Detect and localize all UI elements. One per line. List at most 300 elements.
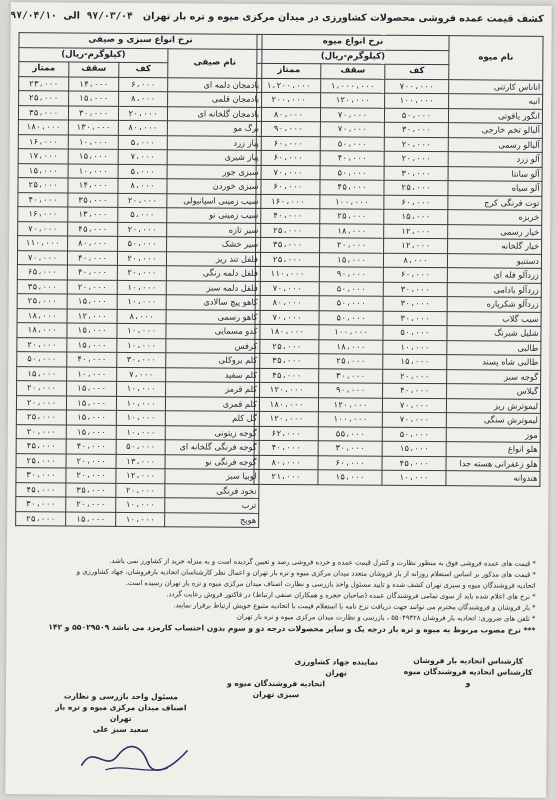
ceiling-price-cell: ۱۰،۰۰۰ <box>68 164 118 179</box>
fruit-col-name: نام میوه <box>449 36 543 80</box>
ceiling-price-cell: ۶۰،۰۰۰ <box>318 455 382 470</box>
item-name-cell: آلو زرد <box>448 152 542 167</box>
floor-price-cell: ۱۰،۰۰۰ <box>117 381 166 396</box>
best-price-cell: ۴۵،۰۰۰ <box>16 439 66 454</box>
floor-price-cell: ۲۰،۰۰۰ <box>118 222 167 237</box>
veg-group-header: نرخ انواع سبزی و صیفی <box>19 33 262 49</box>
item-name-cell: گوجه سبز <box>447 369 541 384</box>
table-row <box>256 237 542 253</box>
ceiling-price-cell: ۳۰،۰۰۰ <box>68 106 118 121</box>
floor-price-cell: ۱۲،۰۰۰ <box>116 468 165 483</box>
ceiling-price-cell: ۹۰،۰۰۰ <box>319 383 383 398</box>
document-page <box>5 2 552 798</box>
ceiling-price-cell: ۴۰،۰۰۰ <box>66 439 116 454</box>
table-row <box>16 395 259 411</box>
item-name-cell: زردآلو بادامی <box>447 282 541 297</box>
floor-price-cell: ۷۰۰،۰۰۰ <box>385 79 449 94</box>
floor-price-cell: ۲۰،۰۰۰ <box>384 151 448 166</box>
best-price-cell: ۲۰،۰۰۰ <box>16 424 66 439</box>
floor-price-cell: ۸،۰۰۰ <box>117 309 166 324</box>
ceiling-price-cell: ۱۰۰،۰۰۰ <box>320 194 384 209</box>
best-price-cell: ۱۸،۰۰۰ <box>17 308 67 323</box>
item-name-cell: زردآلو شکرپاره <box>447 297 541 312</box>
best-price-cell: ۸۰،۰۰۰ <box>254 455 318 470</box>
item-name-cell: لیموترش ریز <box>446 398 540 413</box>
floor-price-cell: ۵،۰۰۰ <box>118 164 167 179</box>
note-line: * تلفن های ضروری: اتحادیه بار فروشان ۵۵۰۴۹۴۲۸ ، بازرسی و نظارت میدان مرکزی میوه و تره بار تهران <box>236 612 536 623</box>
floor-price-cell: ۲۵،۰۰۰ <box>384 180 448 195</box>
table-row <box>256 121 542 137</box>
best-price-cell: ۱۲۰،۰۰۰ <box>254 411 318 426</box>
table-row <box>254 411 540 427</box>
ceiling-price-cell: ۱۲۰،۰۰۰ <box>318 397 382 412</box>
ceiling-price-cell: ۱۰۰،۰۰۰ <box>319 325 383 340</box>
best-price-cell: ۲۵،۰۰۰ <box>255 339 319 354</box>
table-row <box>255 266 541 282</box>
signature-block-inspection <box>46 690 196 735</box>
floor-price-cell: ۲۰،۰۰۰ <box>116 483 165 498</box>
signature-line: اتحادیه فروشندگان میوه و <box>227 678 326 689</box>
date-to: ۹۷/۰۴/۱۰ <box>10 10 57 22</box>
floor-price-cell: ۱۵،۰۰۰ <box>382 441 446 456</box>
item-name-cell: کاهو رسمی <box>166 309 260 324</box>
table-row <box>255 295 541 311</box>
floor-price-cell: ۱۰،۰۰۰ <box>383 340 447 355</box>
table-row <box>18 163 261 179</box>
floor-price-cell: ۱۲،۰۰۰ <box>384 224 448 239</box>
ceiling-price-cell: ۴۵،۰۰۰ <box>320 180 384 195</box>
floor-price-cell: ۷۰،۰۰۰ <box>382 412 446 427</box>
table-row <box>254 440 540 456</box>
table-row <box>255 368 541 384</box>
table-row <box>256 194 542 210</box>
ceiling-price-cell: ۵۵،۰۰۰ <box>318 426 382 441</box>
table-row <box>16 439 259 455</box>
floor-price-cell: ۱۰،۰۰۰ <box>116 410 165 425</box>
best-price-cell: ۳۰،۰۰۰ <box>16 468 66 483</box>
item-name-cell: نخود فرنگی <box>165 483 259 498</box>
best-price-cell: ۳۵،۰۰۰ <box>255 353 319 368</box>
floor-price-cell: ۱۰،۰۰۰ <box>117 323 166 338</box>
ceiling-price-cell: ۱۸،۰۰۰ <box>320 223 384 238</box>
item-name-cell: موز <box>446 427 540 442</box>
ceiling-price-cell: ۲۰،۰۰۰ <box>66 454 116 469</box>
signature-line: سبزی تهران <box>252 689 300 700</box>
best-price-cell: ۳۵،۰۰۰ <box>256 237 320 252</box>
table-row <box>254 426 540 442</box>
best-price-cell: ۹۰،۰۰۰ <box>256 121 320 136</box>
item-name-cell: هلو انواع <box>446 442 540 457</box>
ceiling-price-cell: ۱،۰۰۰،۰۰۰ <box>321 78 385 93</box>
floor-price-cell: ۷،۰۰۰ <box>117 367 166 382</box>
floor-price-cell: ۱۰،۰۰۰ <box>116 425 165 440</box>
floor-price-cell: ۵۰،۰۰۰ <box>382 427 446 442</box>
ceiling-price-cell: ۱۵،۰۰۰ <box>66 410 116 425</box>
ceiling-price-cell: ۱۸،۰۰۰ <box>319 339 383 354</box>
signature-line: کارشناس اتحادیه بار فروشان <box>413 655 524 666</box>
table-row <box>18 178 261 194</box>
best-price-cell: ۲۵،۰۰۰ <box>16 453 66 468</box>
ceiling-price-cell: ۵۰،۰۰۰ <box>319 310 383 325</box>
table-row <box>255 310 541 326</box>
ceiling-price-cell: ۲۰،۰۰۰ <box>66 497 116 512</box>
veg-col-best: ممتاز <box>19 62 69 77</box>
table-row <box>17 352 260 368</box>
table-row <box>255 339 541 355</box>
floor-price-cell: ۴۰،۰۰۰ <box>383 383 447 398</box>
signature-line: سعید سبز علی <box>92 724 149 735</box>
best-price-cell: ۱۶،۰۰۰ <box>18 134 68 149</box>
best-price-cell: ۶۰،۰۰۰ <box>256 150 320 165</box>
table-row <box>17 308 260 324</box>
floor-price-cell: ۳۰،۰۰۰ <box>384 122 448 137</box>
document-title <box>10 10 544 25</box>
ceiling-price-cell: ۴۰،۰۰۰ <box>67 352 117 367</box>
ceiling-price-cell: ۳۰،۰۰۰ <box>319 368 383 383</box>
item-name-cell: خربزه <box>448 210 542 225</box>
best-price-cell: ۲۵،۰۰۰ <box>19 91 69 106</box>
item-name-cell: خیار گلخانه <box>448 239 542 254</box>
item-name-cell: سیر تازه <box>167 222 261 237</box>
ceiling-price-cell: ۱۳،۰۰۰ <box>68 207 118 222</box>
note-line: * نرخ های اعلام شده باید از سوی تمامی فروشندگان عمده (صاحبان حجره و همکاران صنفی ارتباط) در فاکتور فروش رعایت گردد. <box>166 590 536 601</box>
ceiling-price-cell: ۱۲۰،۰۰۰ <box>321 93 385 108</box>
item-name-cell: توت فرنگی کرج <box>448 195 542 210</box>
ceiling-price-cell: ۷۰،۰۰۰ <box>320 107 384 122</box>
best-price-cell: ۱۶۰،۰۰۰ <box>256 194 320 209</box>
ceiling-price-cell: ۱۵،۰۰۰ <box>66 396 116 411</box>
table-row <box>19 76 262 92</box>
item-name-cell: پیاز شیری <box>167 150 261 165</box>
table-row <box>256 107 542 123</box>
item-name-cell: سبزی خوردن <box>167 179 261 194</box>
fruit-group-header: نرخ انواع میوه <box>257 34 449 50</box>
ceiling-price-cell: ۵۰،۰۰۰ <box>319 296 383 311</box>
best-price-cell: ۶۵،۰۰۰ <box>17 265 67 280</box>
best-price-cell: ۸۰،۰۰۰ <box>255 295 319 310</box>
table-row <box>16 482 259 498</box>
veg-col-floor: کف <box>119 62 168 77</box>
best-price-cell: ۲۵،۰۰۰ <box>18 178 68 193</box>
fruit-col-floor: کف <box>385 64 449 79</box>
item-name-cell: گل کلم <box>165 411 259 426</box>
item-name-cell: گیلاس <box>447 384 541 399</box>
item-name-cell: سیب زمینی اسپانیولی <box>167 193 261 208</box>
item-name-cell: آلو سانتا <box>448 166 542 181</box>
best-price-cell: ۲۰،۰۰۰ <box>17 381 67 396</box>
best-price-cell: ۲۱،۰۰۰ <box>254 469 318 484</box>
best-price-cell: ۱۵،۰۰۰ <box>18 163 68 178</box>
best-price-cell: ۴۰،۰۰۰ <box>254 440 318 455</box>
floor-price-cell: ۳۰،۰۰۰ <box>384 166 448 181</box>
note-line: * قیمت های عمده فروشی فوق به منظور نظارت و کنترل قیمت عمده و خرده فروشی رصد و تعیین گردیده است و به منزله خرید از کشاورز نمی باشد. <box>109 556 536 568</box>
title-text: کشف قیمت عمده فروشی محصولات کشاورزی در میدان مرکزی میوه و تره بار تهران <box>142 11 544 25</box>
floor-price-cell: ۱۳،۰۰۰ <box>116 454 165 469</box>
floor-price-cell: ۱۰،۰۰۰ <box>116 497 165 512</box>
item-name-cell: کلم قمری <box>165 396 259 411</box>
ceiling-price-cell: ۲۵،۰۰۰ <box>319 354 383 369</box>
table-row <box>255 353 541 369</box>
item-name-cell: کاهو پیچ سالادی <box>166 295 260 310</box>
ceiling-price-cell: ۹۰،۰۰۰ <box>319 267 383 282</box>
veg-col-ceiling: سقف <box>69 62 119 77</box>
table-row <box>18 120 261 136</box>
ceiling-price-cell: ۱۰،۰۰۰ <box>67 367 117 382</box>
floor-price-cell: ۸۰،۰۰۰ <box>118 120 167 135</box>
item-name-cell: طالبی <box>447 340 541 355</box>
table-row <box>17 279 260 295</box>
best-price-cell: ۱۸۰،۰۰۰ <box>254 397 318 412</box>
table-row <box>17 250 260 266</box>
best-price-cell: ۶۲،۰۰۰ <box>254 426 318 441</box>
floor-price-cell: ۱۵،۰۰۰ <box>384 209 448 224</box>
floor-price-cell: ۲۰،۰۰۰ <box>117 265 166 280</box>
table-row <box>17 366 260 382</box>
ceiling-price-cell: ۱۵،۰۰۰ <box>69 91 119 106</box>
floor-price-cell: ۵۰،۰۰۰ <box>384 108 448 123</box>
best-price-cell: ۷۰،۰۰۰ <box>17 250 67 265</box>
best-price-cell: ۱۵،۰۰۰ <box>17 366 67 381</box>
ceiling-price-cell: ۴۰،۰۰۰ <box>67 265 117 280</box>
item-name-cell: آلبالو رسمی <box>448 137 542 152</box>
item-name-cell: فلفل دلمه سبز <box>166 280 260 295</box>
ceiling-price-cell: ۱۵،۰۰۰ <box>68 149 118 164</box>
table-row <box>16 410 259 426</box>
item-name-cell: کرفس <box>166 338 260 353</box>
item-name-cell: سیب گلاب <box>447 311 541 326</box>
floor-price-cell: ۳۰،۰۰۰ <box>383 282 447 297</box>
best-price-cell: ۲۵،۰۰۰ <box>17 294 67 309</box>
handwritten-signature <box>75 738 195 779</box>
ceiling-price-cell: ۷۰،۰۰۰ <box>320 122 384 137</box>
floor-price-cell: ۱۰،۰۰۰ <box>117 294 166 309</box>
floor-price-cell: ۱۵،۰۰۰ <box>383 354 447 369</box>
floor-price-cell: ۴۵،۰۰۰ <box>382 456 446 471</box>
best-price-cell: ۱۸۰،۰۰۰ <box>255 324 319 339</box>
ceiling-price-cell: ۱۴،۰۰۰ <box>68 178 118 193</box>
item-name-cell: سیب زمینی نو <box>167 208 261 223</box>
best-price-cell: ۴۵،۰۰۰ <box>255 368 319 383</box>
signature-block-union-experts <box>403 655 533 689</box>
table-row <box>256 165 542 181</box>
item-name-cell: کدو مسمایی <box>166 324 260 339</box>
item-name-cell: لیموترش سنگی <box>446 413 540 428</box>
floor-price-cell: ۱۰،۰۰۰ <box>117 280 166 295</box>
ceiling-price-cell: ۵۰،۰۰۰ <box>320 136 384 151</box>
floor-price-cell: ۱۰،۰۰۰ <box>117 338 166 353</box>
best-price-cell: ۲۵،۰۰۰ <box>16 410 66 425</box>
table-row <box>16 511 259 527</box>
ceiling-price-cell: ۱۴،۰۰۰ <box>69 77 119 92</box>
table-row <box>17 323 260 339</box>
ceiling-price-cell: ۳۵،۰۰۰ <box>68 193 118 208</box>
floor-price-cell: ۲۰،۰۰۰ <box>384 137 448 152</box>
table-row <box>255 252 541 268</box>
floor-price-cell: ۱۰،۰۰۰ <box>382 470 446 485</box>
best-price-cell: ۶۰،۰۰۰ <box>256 136 320 151</box>
ceiling-price-cell: ۱۳۰،۰۰۰ <box>68 120 118 135</box>
item-name-cell: گوجه زیتونی <box>165 425 259 440</box>
fruit-table-body <box>254 78 543 486</box>
best-price-cell: ۳۰،۰۰۰ <box>16 497 66 512</box>
ceiling-price-cell: ۲۰،۰۰۰ <box>67 280 117 295</box>
table-row <box>17 265 260 281</box>
floor-price-cell: ۷۰،۰۰۰ <box>382 398 446 413</box>
ceiling-price-cell: ۴۵،۰۰۰ <box>68 222 118 237</box>
best-price-cell: ۷۰،۰۰۰ <box>255 281 319 296</box>
best-price-cell: ۷۰،۰۰۰ <box>255 310 319 325</box>
item-name-cell: هندوانه <box>446 471 540 486</box>
ceiling-price-cell: ۱۵،۰۰۰ <box>66 425 116 440</box>
table-row <box>18 105 261 121</box>
item-name-cell: کلم سفید <box>166 367 260 382</box>
item-name-cell: خیار رسمی <box>448 224 542 239</box>
table-row <box>254 469 540 485</box>
ceiling-price-cell: ۸۰،۰۰۰ <box>68 236 118 251</box>
ceiling-price-cell: ۳۰،۰۰۰ <box>318 441 382 456</box>
best-price-cell: ۲۳،۰۰۰ <box>19 76 69 91</box>
ceiling-price-cell: ۱۰،۰۰۰ <box>68 135 118 150</box>
item-name-cell: فلفل دلمه رنگی <box>166 266 260 281</box>
item-name-cell: لوبیا سبز <box>165 469 259 484</box>
veg-unit: (کیلوگرم-ریال) <box>19 47 168 63</box>
table-row <box>17 337 260 353</box>
best-price-cell: ۲۵،۰۰۰ <box>256 223 320 238</box>
item-name-cell: کلم بروکلی <box>166 353 260 368</box>
item-name-cell: ترب <box>165 498 259 513</box>
fruit-col-best: ممتاز <box>257 63 321 78</box>
note-line: * بار فروشان و فروشندگان محترم می توانند جهت دریافت نرخ نامه با استعلام قیمت با اتحادیه متبوع خویش ارتباط برقرار نمایند. <box>173 601 536 612</box>
fruit-price-table <box>253 34 543 486</box>
item-name-cell: سیر خشک <box>167 237 261 252</box>
item-name-cell: آلبالو تخم خارجی <box>448 123 542 138</box>
floor-price-cell: ۷،۰۰۰ <box>118 149 167 164</box>
ceiling-price-cell: ۲۵،۰۰۰ <box>320 209 384 224</box>
item-name-cell: بادمجان قلمی <box>168 92 262 107</box>
table-row <box>257 92 543 108</box>
item-name-cell: سبزی جور <box>167 164 261 179</box>
table-row <box>18 236 261 252</box>
item-name-cell: فلفل تند ریز <box>166 251 260 266</box>
best-price-cell: ۴۰،۰۰۰ <box>256 208 320 223</box>
vegetable-price-table <box>15 32 262 528</box>
best-price-cell: ۲۰،۰۰۰ <box>17 337 67 352</box>
best-price-cell: ۴۰،۰۰۰ <box>18 192 68 207</box>
ceiling-price-cell: ۱۵،۰۰۰ <box>67 294 117 309</box>
item-name-cell: آلو سیاه <box>448 181 542 196</box>
best-price-cell: ۳۵،۰۰۰ <box>17 279 67 294</box>
table-row <box>254 397 540 413</box>
best-price-cell: ۴۵،۰۰۰ <box>16 482 66 497</box>
to-word: الی <box>63 10 80 22</box>
best-price-cell: ۱۸۰،۰۰۰ <box>18 120 68 135</box>
best-price-cell: ۱۱۰،۰۰۰ <box>255 266 319 281</box>
ceiling-price-cell: ۵۰،۰۰۰ <box>320 165 384 180</box>
item-name-cell: برگ مو <box>167 121 261 136</box>
item-name-cell: پیاز زرد <box>167 135 261 150</box>
ceiling-price-cell: ۴۰،۰۰۰ <box>67 251 117 266</box>
ceiling-price-cell: ۱۲،۰۰۰ <box>67 309 117 324</box>
ceiling-price-cell: ۱۵،۰۰۰ <box>67 323 117 338</box>
table-row <box>18 134 261 150</box>
floor-price-cell: ۵،۰۰۰ <box>118 207 167 222</box>
table-row <box>256 223 542 239</box>
table-row <box>17 381 260 397</box>
best-price-cell: ۱۸،۰۰۰ <box>17 323 67 338</box>
signature-line: مسئول واحد بازرسی و نظارت <box>63 691 178 702</box>
item-name-cell: انگور یاقوتی <box>448 108 542 123</box>
table-row <box>255 281 541 297</box>
floor-price-cell: ۱۰۰،۰۰۰ <box>385 93 449 108</box>
item-name-cell: هویج <box>165 512 259 527</box>
floor-price-cell: ۱۲،۰۰۰ <box>384 238 448 253</box>
floor-price-cell: ۶،۰۰۰ <box>119 77 168 92</box>
ceiling-price-cell: ۴۰،۰۰۰ <box>320 151 384 166</box>
table-row <box>17 294 260 310</box>
best-price-cell: ۳۵،۰۰۰ <box>18 105 68 120</box>
best-price-cell: ۱۱۰،۰۰۰ <box>18 236 68 251</box>
best-price-cell: ۶۰،۰۰۰ <box>256 179 320 194</box>
item-name-cell: دستنبو <box>447 253 541 268</box>
floor-price-cell: ۵۰،۰۰۰ <box>383 325 447 340</box>
signature-line: اصناف میدان مرکزی میوه و تره بار تهران <box>55 702 187 723</box>
table-row <box>18 207 261 223</box>
ceiling-price-cell: ۲۰،۰۰۰ <box>320 238 384 253</box>
table-row <box>254 455 540 471</box>
item-name-cell: طالبی شاه پسند <box>447 355 541 370</box>
fruit-unit: (کیلوگرم-ریال) <box>257 49 449 65</box>
floor-price-cell: ۵۰،۰۰۰ <box>118 236 167 251</box>
signature-line: کارشناس اتحادیه فروشندگان میوه و <box>403 666 533 688</box>
floor-price-cell: ۱۰،۰۰۰ <box>116 512 165 527</box>
table-row <box>256 208 542 224</box>
date-from: ۹۷/۰۳/۰۴ <box>86 10 133 22</box>
ceiling-price-cell: ۱۰۰،۰۰۰ <box>318 412 382 427</box>
signature-block-agriculture <box>286 656 386 679</box>
best-price-cell: ۱۶،۰۰۰ <box>18 207 68 222</box>
floor-price-cell: ۶۰،۰۰۰ <box>383 267 447 282</box>
note-line: اتحادیه فروشندگان میوه و سبزی تهران کشف شده و تایید مسئول واحد بازرسی و نظارت اصناف میدان مرکزی میوه و تره بار تهران رسیده است. <box>125 578 536 590</box>
floor-price-cell: ۳۰،۰۰۰ <box>117 352 166 367</box>
best-price-cell: ۷۰،۰۰۰ <box>256 165 320 180</box>
table-row <box>257 78 543 94</box>
item-name-cell: هلو زعفرانی هسته جدا <box>446 456 540 471</box>
item-name-cell: شلیل شبرنگ <box>447 326 541 341</box>
item-name-cell: بادمجان گلخانه ای <box>167 106 261 121</box>
ceiling-price-cell: ۱۵،۰۰۰ <box>318 470 382 485</box>
floor-price-cell: ۱۰،۰۰۰ <box>116 396 165 411</box>
table-row <box>16 497 259 513</box>
best-price-cell: ۷۰،۰۰۰ <box>18 221 68 236</box>
fruit-col-ceiling: سقف <box>321 64 385 79</box>
best-price-cell: ۵۰،۰۰۰ <box>17 352 67 367</box>
ceiling-price-cell: ۱۵،۰۰۰ <box>67 381 117 396</box>
table-row <box>256 150 542 166</box>
signature-block-fruit-sellers <box>216 678 336 701</box>
veg-col-name: نام صیفی <box>168 48 262 78</box>
best-price-cell: ۱۷،۰۰۰ <box>18 149 68 164</box>
table-row <box>16 424 259 440</box>
ceiling-price-cell: ۱۵،۰۰۰ <box>319 252 383 267</box>
table-row <box>16 468 259 484</box>
notes-section <box>20 555 536 636</box>
floor-price-cell: ۲۰،۰۰۰ <box>118 106 167 121</box>
ceiling-price-cell: ۱۵،۰۰۰ <box>66 512 116 527</box>
table-row <box>256 179 542 195</box>
table-row <box>18 149 261 165</box>
phone-line: *** نرخ مصوب مربوط به میوه و تره بار درجه یک و سایر محصولات درجه دو و سوم بدون احتساب کارمزد می باشد ۵۵۰۲۹۵۰۹ و ۱۴۲ <box>48 622 536 635</box>
item-name-cell: گوجه فرنگی گلخانه ای <box>165 440 259 455</box>
